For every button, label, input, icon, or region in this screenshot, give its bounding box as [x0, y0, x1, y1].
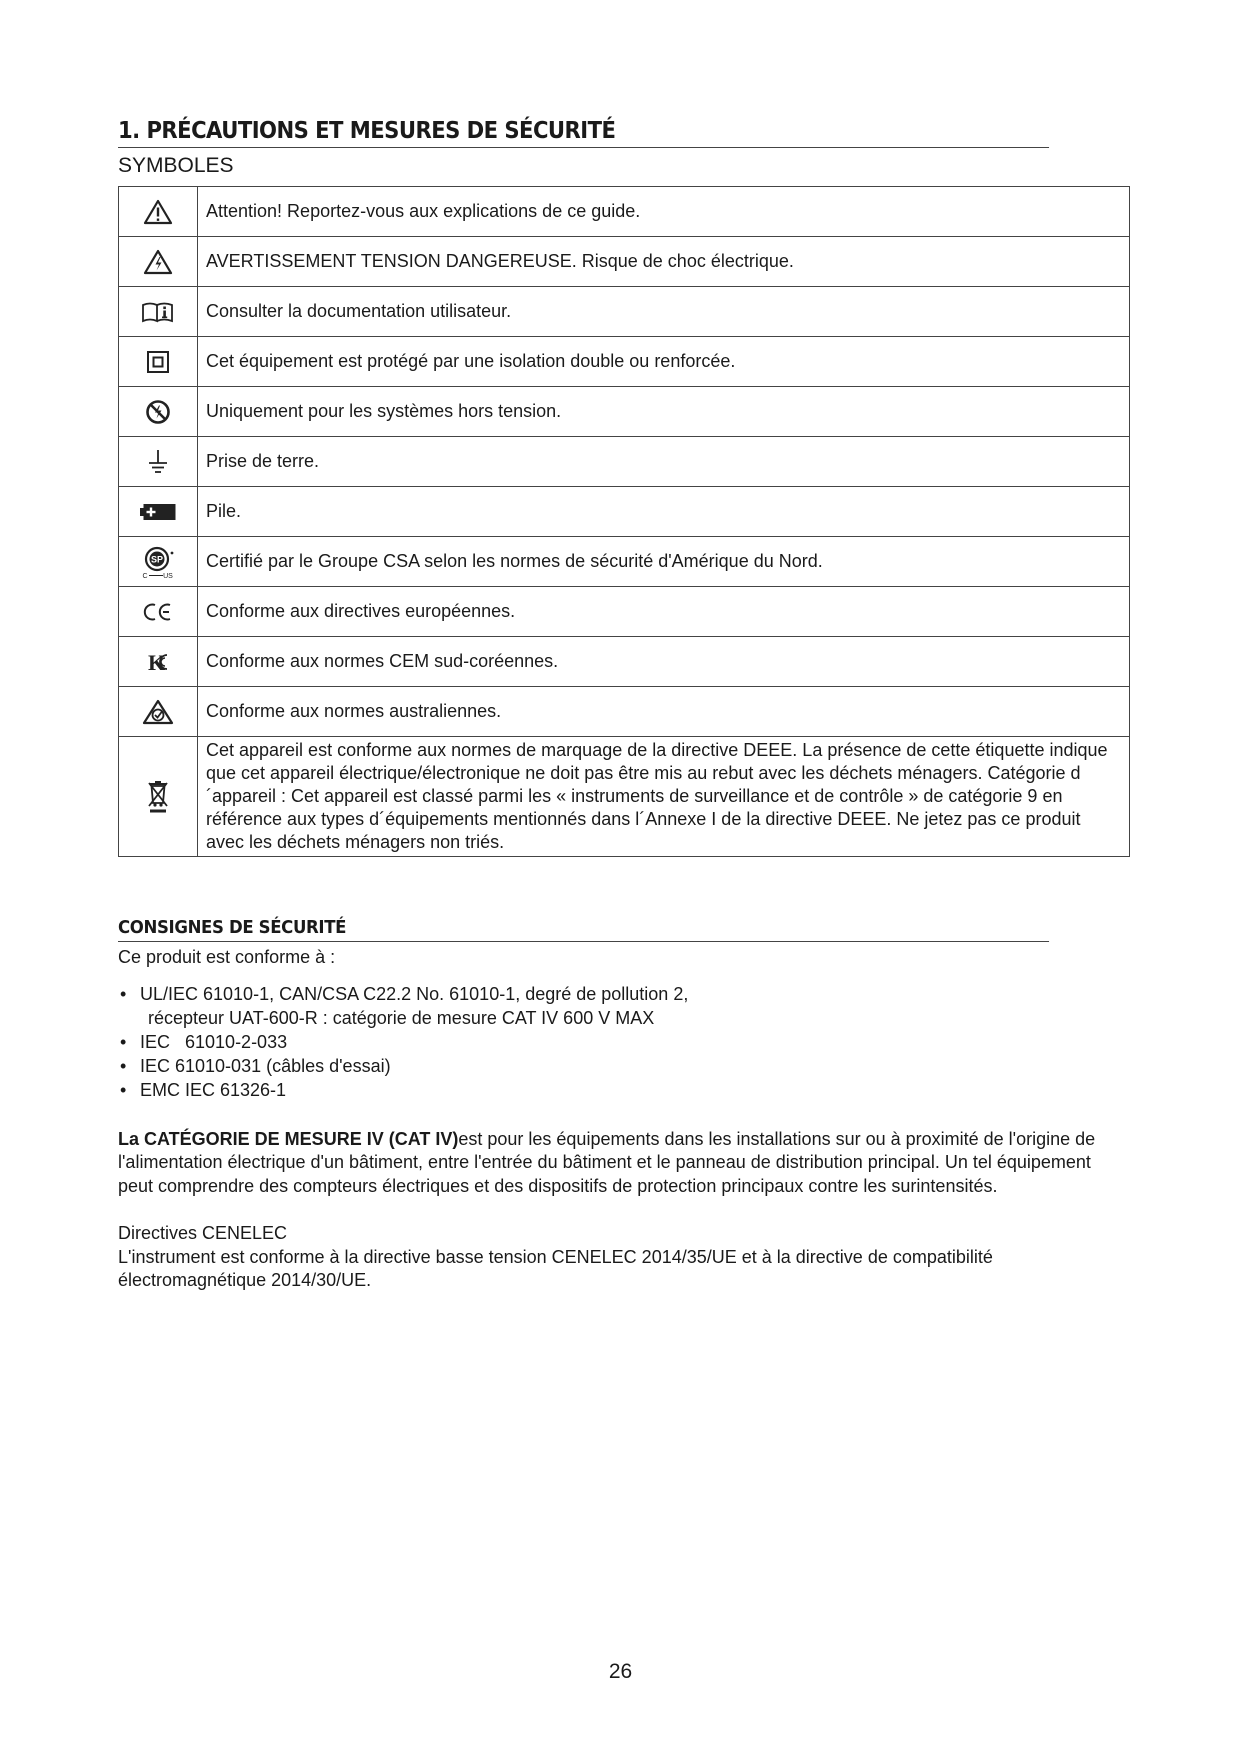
symbol-description: Conforme aux normes australiennes.	[198, 687, 1130, 737]
list-item: • EMC IEC 61326-1	[118, 1078, 1130, 1102]
svg-text:C: C	[142, 572, 148, 580]
manual-info-icon	[141, 300, 175, 324]
table-row	[119, 687, 1130, 737]
warning-triangle-icon	[143, 199, 173, 225]
double-insulation-icon	[146, 350, 170, 374]
page-title: 1. PRÉCAUTIONS ET MESURES DE SÉCURITÉ	[118, 118, 1049, 148]
symbol-description: Certifié par le Groupe CSA selon les normes de sécurité d'Amérique du Nord.	[198, 537, 1130, 587]
table-row	[119, 237, 1130, 287]
list-item: • IEC 61010-2-033	[118, 1030, 1130, 1054]
symbol-description: Prise de terre.	[198, 437, 1130, 487]
table-row	[119, 387, 1130, 437]
svg-text:SP: SP	[150, 554, 164, 564]
weee-bin-icon	[147, 780, 169, 814]
symbol-description: Cet équipement est protégé par une isolation double ou renforcée.	[198, 337, 1130, 387]
page-content	[118, 118, 1130, 1293]
kc-mark-icon	[145, 647, 171, 677]
cenelec-heading: Directives CENELEC	[118, 1223, 288, 1243]
symbol-description: Uniquement pour les systèmes hors tension.	[198, 387, 1130, 437]
ground-icon	[146, 448, 170, 476]
high-voltage-triangle-icon	[143, 249, 173, 275]
list-item: • UL/IEC 61010-1, CAN/CSA C22.2 No. 61010-1, degré de pollution 2, récepteur UAT-600-R : catégorie de mesure CAT IV 600 V MAX	[118, 982, 1130, 1030]
symbol-description: Attention! Reportez-vous aux explications de ce guide.	[198, 187, 1130, 237]
symbols-table	[118, 186, 1130, 857]
symbol-description: AVERTISSEMENT TENSION DANGEREUSE. Risque de choc électrique.	[198, 237, 1130, 287]
rcm-mark-icon	[142, 699, 174, 725]
csa-certification-icon	[135, 544, 181, 580]
measurement-category-label: La CATÉGORIE DE MESURE IV (CAT IV)	[118, 1128, 459, 1149]
table-row	[119, 537, 1130, 587]
table-row	[119, 487, 1130, 537]
table-row	[119, 337, 1130, 387]
symbol-description: Consulter la documentation utilisateur.	[198, 287, 1130, 337]
table-row	[119, 437, 1130, 487]
list-item: • IEC 61010-031 (câbles d'essai)	[118, 1054, 1130, 1078]
page-number: 26	[608, 1660, 633, 1683]
de-energized-only-icon	[145, 399, 171, 425]
cenelec-text: L'instrument est conforme à la directive basse tension CENELEC 2014/35/UE et à la directive de compatibilité électromagnétique 2014/30/UE.	[118, 1246, 993, 1290]
table-row	[119, 737, 1130, 857]
ce-mark-icon	[142, 601, 174, 623]
symbol-description: Conforme aux normes CEM sud-coréennes.	[198, 637, 1130, 687]
symbol-description: Pile.	[198, 487, 1130, 537]
measurement-category-paragraph: La CATÉGORIE DE MESURE IV (CAT IV)est pour les équipements dans les installations sur ou à proximité de l'origine de l'alimentation électrique d'un bâtiment, entre l'entrée du bâtiment et le panneau de distribution principal. Un tel équipement peut comprendre des compteurs électriques et des dispositifs de protection principaux contre les surintensités.	[118, 1128, 1096, 1196]
svg-text:US: US	[163, 572, 173, 580]
table-row	[119, 637, 1130, 687]
table-row	[119, 287, 1130, 337]
safety-intro: Ce produit est conforme à :	[118, 947, 336, 967]
symbol-description: Cet appareil est conforme aux normes de marquage de la directive DEEE. La présence de cette étiquette indique que cet appareil électrique/électronique ne doit pas être mis au rebut avec les déchets ménagers. Catégorie d´appareil : Cet appareil est classé parmi les « instruments de surveillance et de contrôle » de catégorie 9 en référence aux types d´équipements mentionnés dans l´Annexe I de la directive DEEE. Ne jetez pas ce produit avec les déchets ménagers non triés.	[198, 737, 1130, 857]
symbol-description: Conforme aux directives européennes.	[198, 587, 1130, 637]
symbols-heading: SYMBOLES	[118, 154, 234, 177]
standards-list	[118, 982, 1130, 1102]
safety-heading: CONSIGNES DE SÉCURITÉ	[118, 917, 1049, 942]
svg-text:K: K	[148, 649, 166, 675]
battery-icon	[140, 502, 176, 522]
table-row	[119, 587, 1130, 637]
table-row	[119, 187, 1130, 237]
